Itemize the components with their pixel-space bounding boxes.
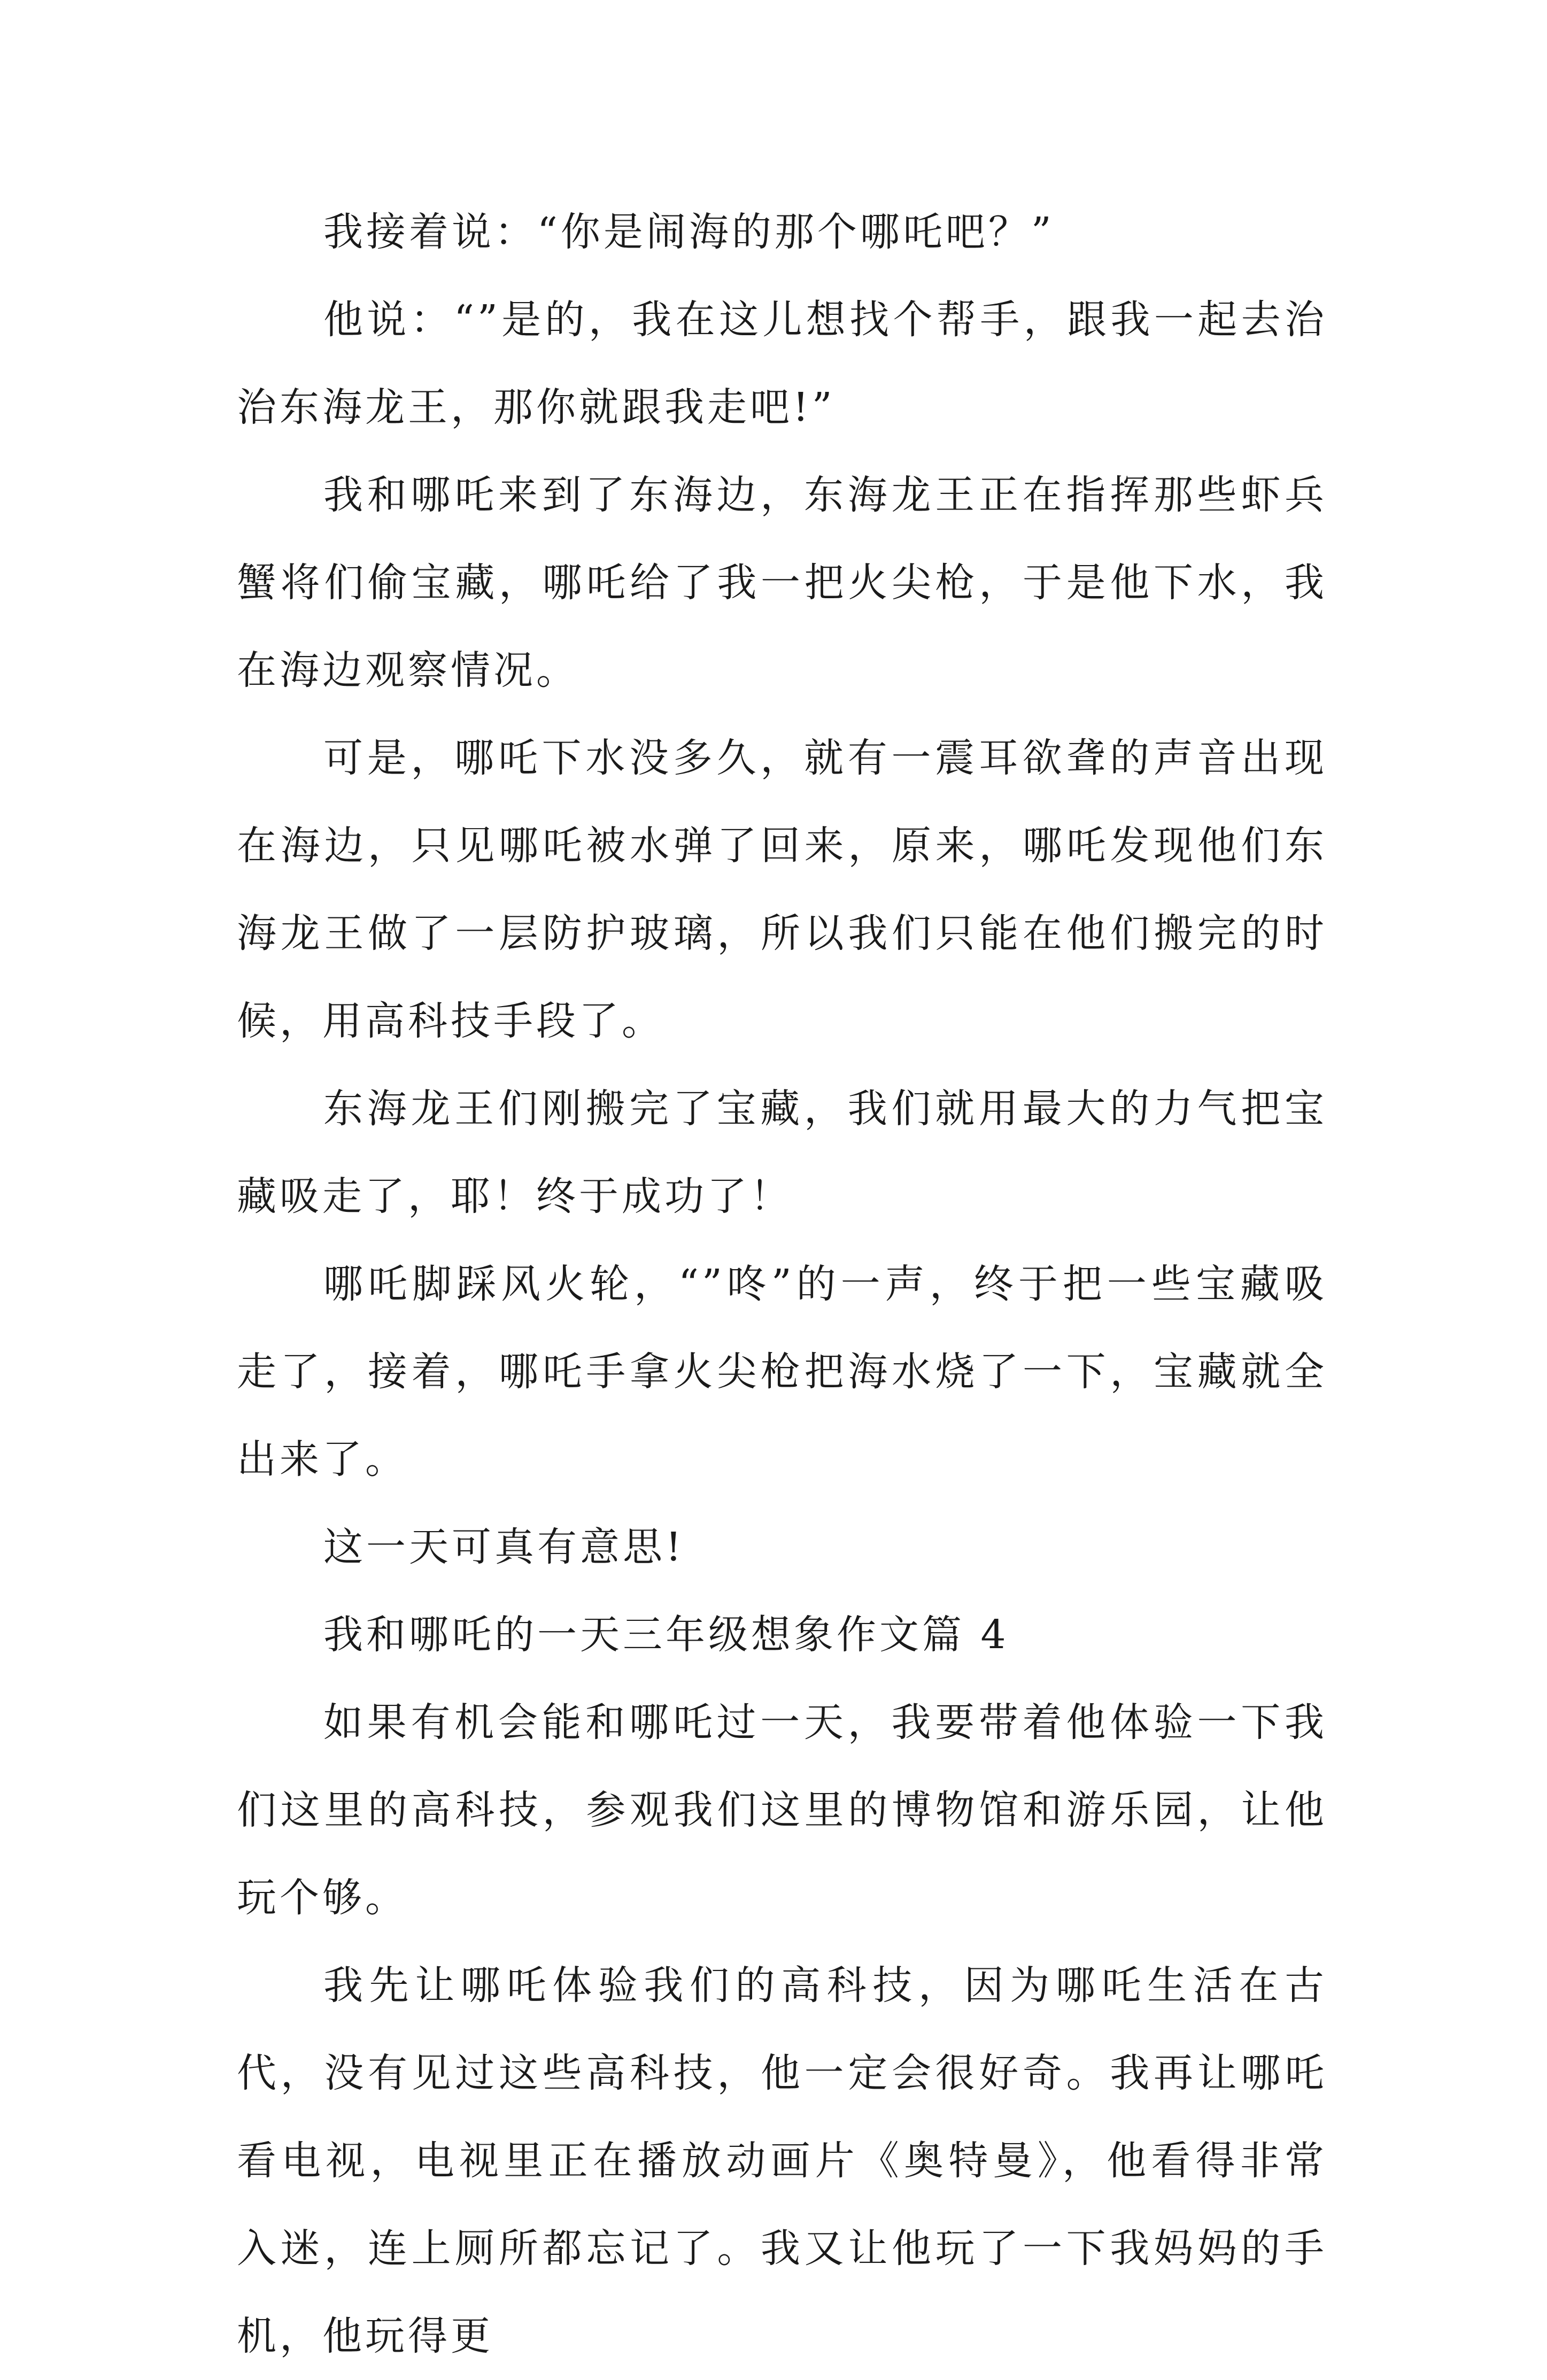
paragraph: 哪吒脚踩风火轮，“”咚”的一声，终于把一些宝藏吸走了，接着，哪吒手拿火尖枪把海水烧了一下，宝藏就全出来了。 [237, 1261, 1327, 1482]
document-body [237, 188, 1327, 2380]
paragraph: 他说：“”是的，我在这儿想找个帮手，跟我一起去治治东海龙王，那你就跟我走吧!” [237, 297, 1327, 430]
paragraph: 我先让哪吒体验我们的高科技，因为哪吒生活在古代，没有见过这些高科技，他一定会很好奇。我再让哪吒看电视，电视里正在播放动画片《奥特曼》，他看得非常入迷，连上厕所都忘记了。我又让他玩了一下我妈妈的手机，他玩得更 [237, 1962, 1327, 2359]
paragraph: 这一天可真有意思! [323, 1524, 685, 1570]
paragraph: 我和哪吒来到了东海边，东海龙王正在指挥那些虾兵蟹将们偷宝藏，哪吒给了我一把火尖枪，于是他下水，我在海边观察情况。 [237, 472, 1327, 693]
section-heading: 我和哪吒的一天三年级想象作文篇 4 [323, 1612, 1009, 1658]
paragraph: 我接着说：“你是闹海的那个哪吒吧？” [323, 209, 1055, 255]
paragraph: 东海龙王们刚搬完了宝藏，我们就用最大的力气把宝藏吸走了，耶！终于成功了！ [237, 1086, 1327, 1219]
paragraph: 可是，哪吒下水没多久，就有一震耳欲聋的声音出现在海边，只见哪吒被水弹了回来，原来，哪吒发现他们东海龙王做了一层防护玻璃，所以我们只能在他们搬完的时候，用高科技手段了。 [237, 735, 1327, 1044]
paragraph: 如果有机会能和哪吒过一天，我要带着他体验一下我们这里的高科技，参观我们这里的博物馆和游乐园，让他玩个够。 [237, 1699, 1327, 1921]
